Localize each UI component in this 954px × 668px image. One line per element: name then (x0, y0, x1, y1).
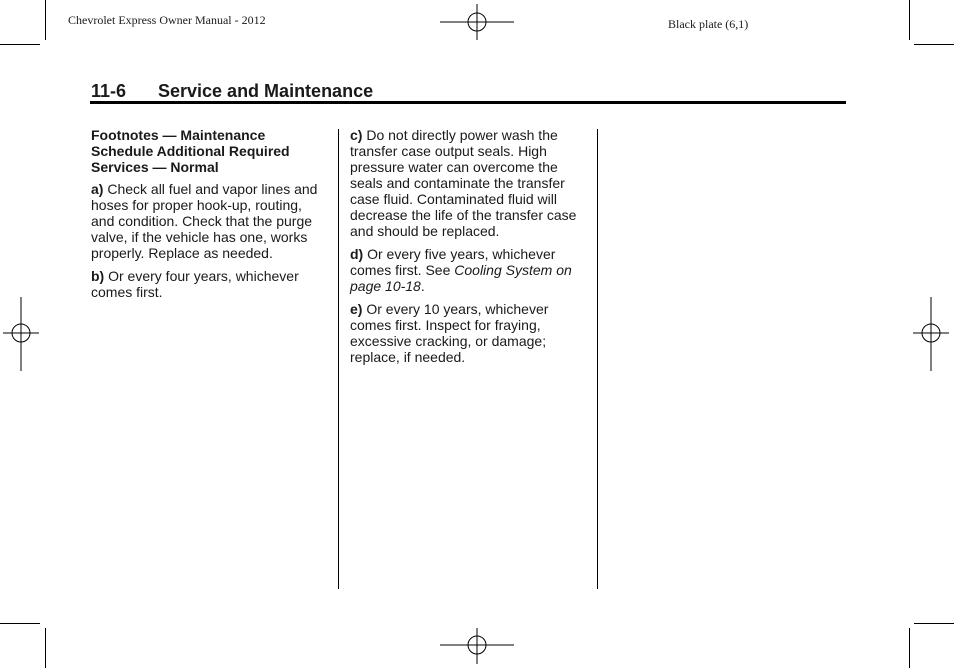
footnote-c (350, 127, 588, 239)
footnote-b (91, 268, 323, 300)
crop-mark-bottom-right-vertical (909, 628, 910, 668)
registration-mark-right-icon (913, 297, 949, 371)
crop-mark-top-right-vertical (909, 0, 910, 40)
footnote-d-label: d) (350, 246, 364, 262)
registration-mark-top-icon (440, 4, 514, 40)
crop-mark-top-right-horizontal (914, 44, 954, 45)
footnote-a-text: Check all fuel and vapor lines and hoses for proper hook-up, routing, and condition. Check that the purge valve, if the vehicle has one, works properly. Replace as needed. (91, 181, 318, 261)
crop-mark-bottom-left-horizontal (0, 623, 40, 624)
footnote-e-label: e) (350, 301, 363, 317)
footnote-d-text: Or every five years, whichever comes first. See (350, 246, 556, 278)
footnote-d (350, 246, 588, 294)
text-column-1 (91, 127, 323, 307)
text-column-2 (350, 127, 588, 372)
footnote-b-label: b) (91, 268, 105, 284)
registration-mark-bottom-icon (440, 628, 514, 664)
header-rule (90, 101, 846, 104)
crop-mark-bottom-left-vertical (45, 628, 46, 668)
cooling-system-reference-link[interactable]: Cooling System on page 10-18 (350, 262, 572, 294)
crop-mark-top-left-vertical (45, 0, 46, 40)
column-divider-1 (338, 129, 339, 589)
section-title: Service and Maintenance (158, 81, 374, 101)
document-meta-title: Chevrolet Express Owner Manual - 2012 (68, 13, 266, 27)
page-number: 11-6 (91, 81, 127, 101)
footnote-e (350, 301, 588, 365)
registration-mark-left-icon (3, 297, 39, 371)
footnote-d-end: . (420, 278, 425, 294)
footnote-a (91, 181, 323, 261)
crop-mark-top-left-horizontal (0, 44, 40, 45)
column-divider-2 (597, 129, 598, 589)
footnote-c-text: Do not directly power wash the transfer case output seals. High pressure water can overcome the seals and contaminate the transfer case fluid. Contaminated fluid will decrease the life of the transfer case and should be replaced. (350, 127, 577, 239)
footnote-c-label: c) (350, 127, 363, 143)
footnotes-heading: Footnotes — Maintenance Schedule Additional Required Services — Normal (91, 127, 290, 175)
footnote-e-text: Or every 10 years, whichever comes first. Inspect for fraying, excessive cracking, or damage; replace, if needed. (350, 301, 549, 365)
footnote-b-text: Or every four years, whichever comes first. (91, 268, 299, 300)
plate-info: Black plate (6,1) (668, 17, 749, 31)
footnote-a-label: a) (91, 181, 104, 197)
crop-mark-bottom-right-horizontal (914, 623, 954, 624)
running-header (91, 81, 373, 102)
